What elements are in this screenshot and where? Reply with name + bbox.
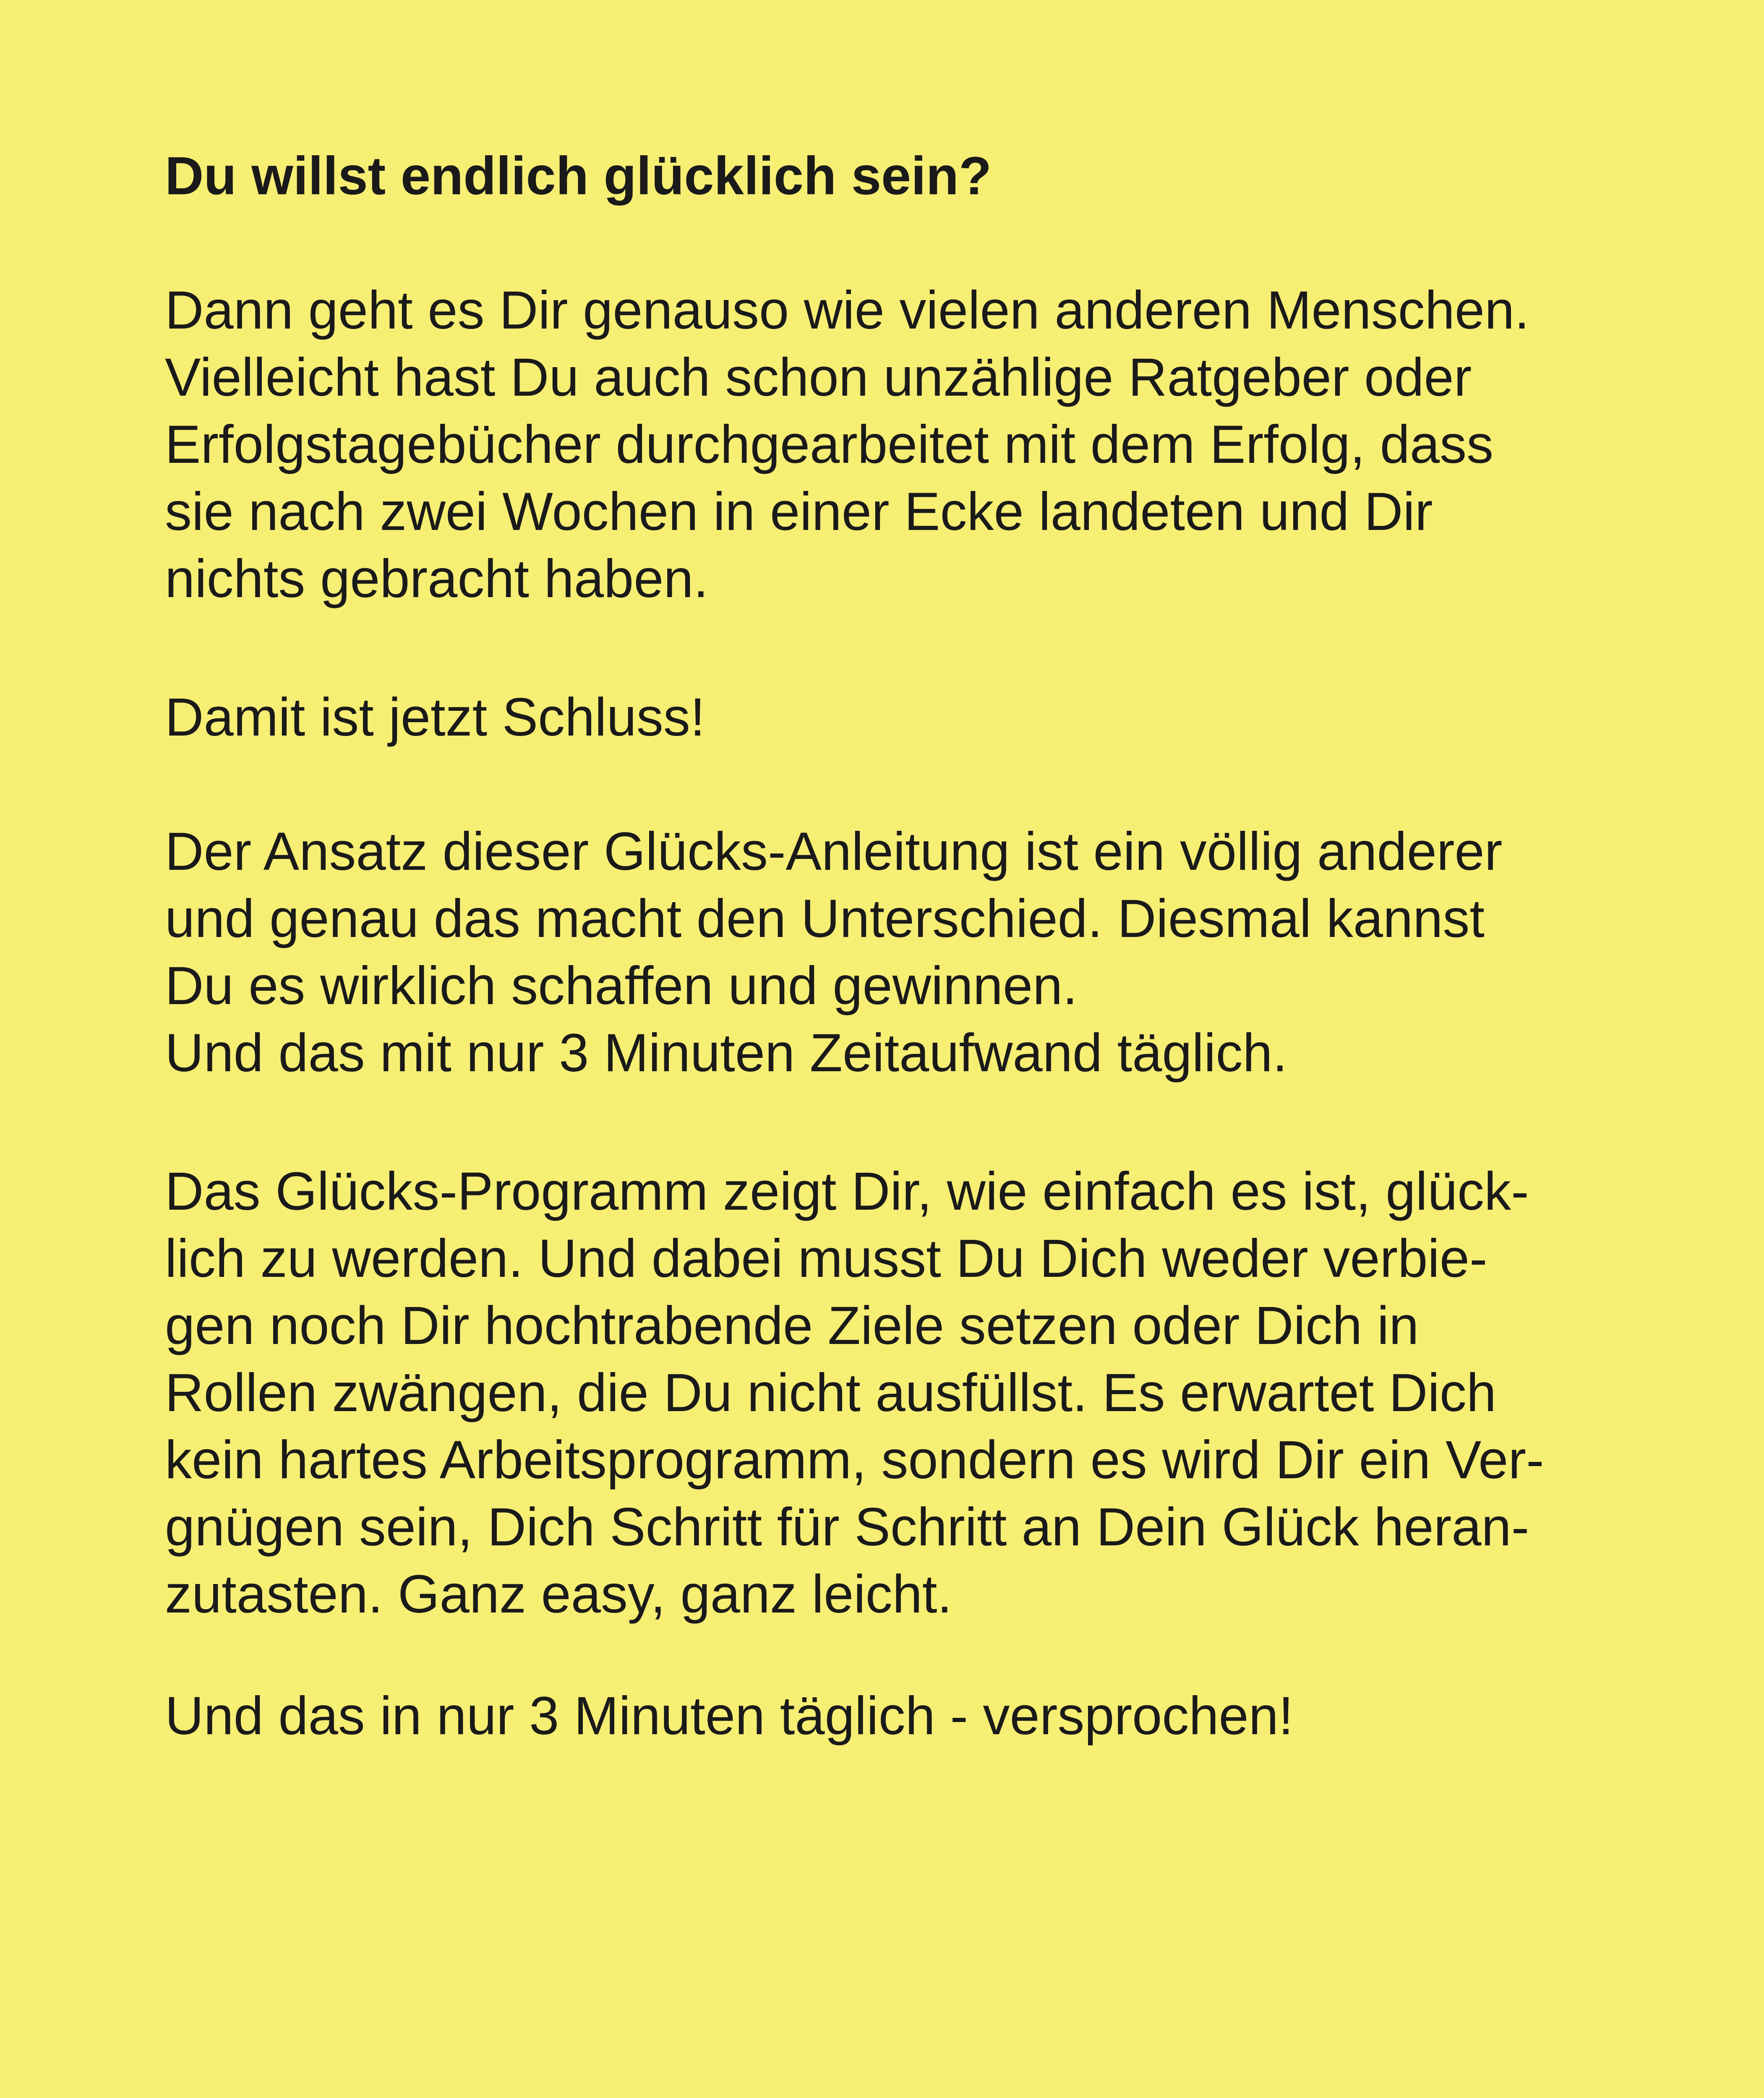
text-line: Damit ist jetzt Schluss! <box>165 687 705 747</box>
text-line: Rollen zwängen, die Du nicht ausfüllst. Es erwartet Dich <box>165 1363 1497 1423</box>
paragraph-intro <box>165 277 1529 613</box>
paragraph-programm <box>165 1158 1544 1628</box>
text-line: Das Glücks-Programm zeigt Dir, wie einfach es ist, glück- <box>165 1161 1529 1221</box>
text-line: Und das mit nur 3 Minuten Zeitaufwand täglich. <box>165 1023 1288 1083</box>
text-line: Und das in nur 3 Minuten täglich - versprochen! <box>165 1686 1294 1746</box>
text-line: Der Ansatz dieser Glücks-Anleitung ist ein völlig anderer <box>165 822 1503 882</box>
text-line: sie nach zwei Wochen in einer Ecke landeten und Dir <box>165 482 1433 542</box>
paragraph-ansatz <box>165 818 1502 1087</box>
text-line: gen noch Dir hochtrabende Ziele setzen oder Dich in <box>165 1296 1419 1356</box>
text-line: kein hartes Arbeitsprogramm, sondern es wird Dir ein Ver- <box>165 1430 1544 1490</box>
text-line: und genau das macht den Unterschied. Diesmal kannst <box>165 889 1485 949</box>
cover-heading: Du willst endlich glücklich sein? <box>165 146 992 206</box>
paragraph-versprochen <box>165 1683 1293 1750</box>
text-line: gnügen sein, Dich Schritt für Schritt an Dein Glück heran- <box>165 1497 1529 1557</box>
text-line: zutasten. Ganz easy, ganz leicht. <box>165 1564 952 1624</box>
paragraph-schluss <box>165 684 705 751</box>
text-line: lich zu werden. Und dabei musst Du Dich weder verbie- <box>165 1229 1487 1289</box>
text-line: Dann geht es Dir genauso wie vielen anderen Menschen. <box>165 280 1529 340</box>
text-line: Vielleicht hast Du auch schon unzählige Ratgeber oder <box>165 347 1472 407</box>
text-line: nichts gebracht haben. <box>165 549 709 609</box>
text-line: Du es wirklich schaffen und gewinnen. <box>165 956 1078 1016</box>
text-line: Erfolgstagebücher durchgearbeitet mit dem Erfolg, dass <box>165 415 1494 475</box>
